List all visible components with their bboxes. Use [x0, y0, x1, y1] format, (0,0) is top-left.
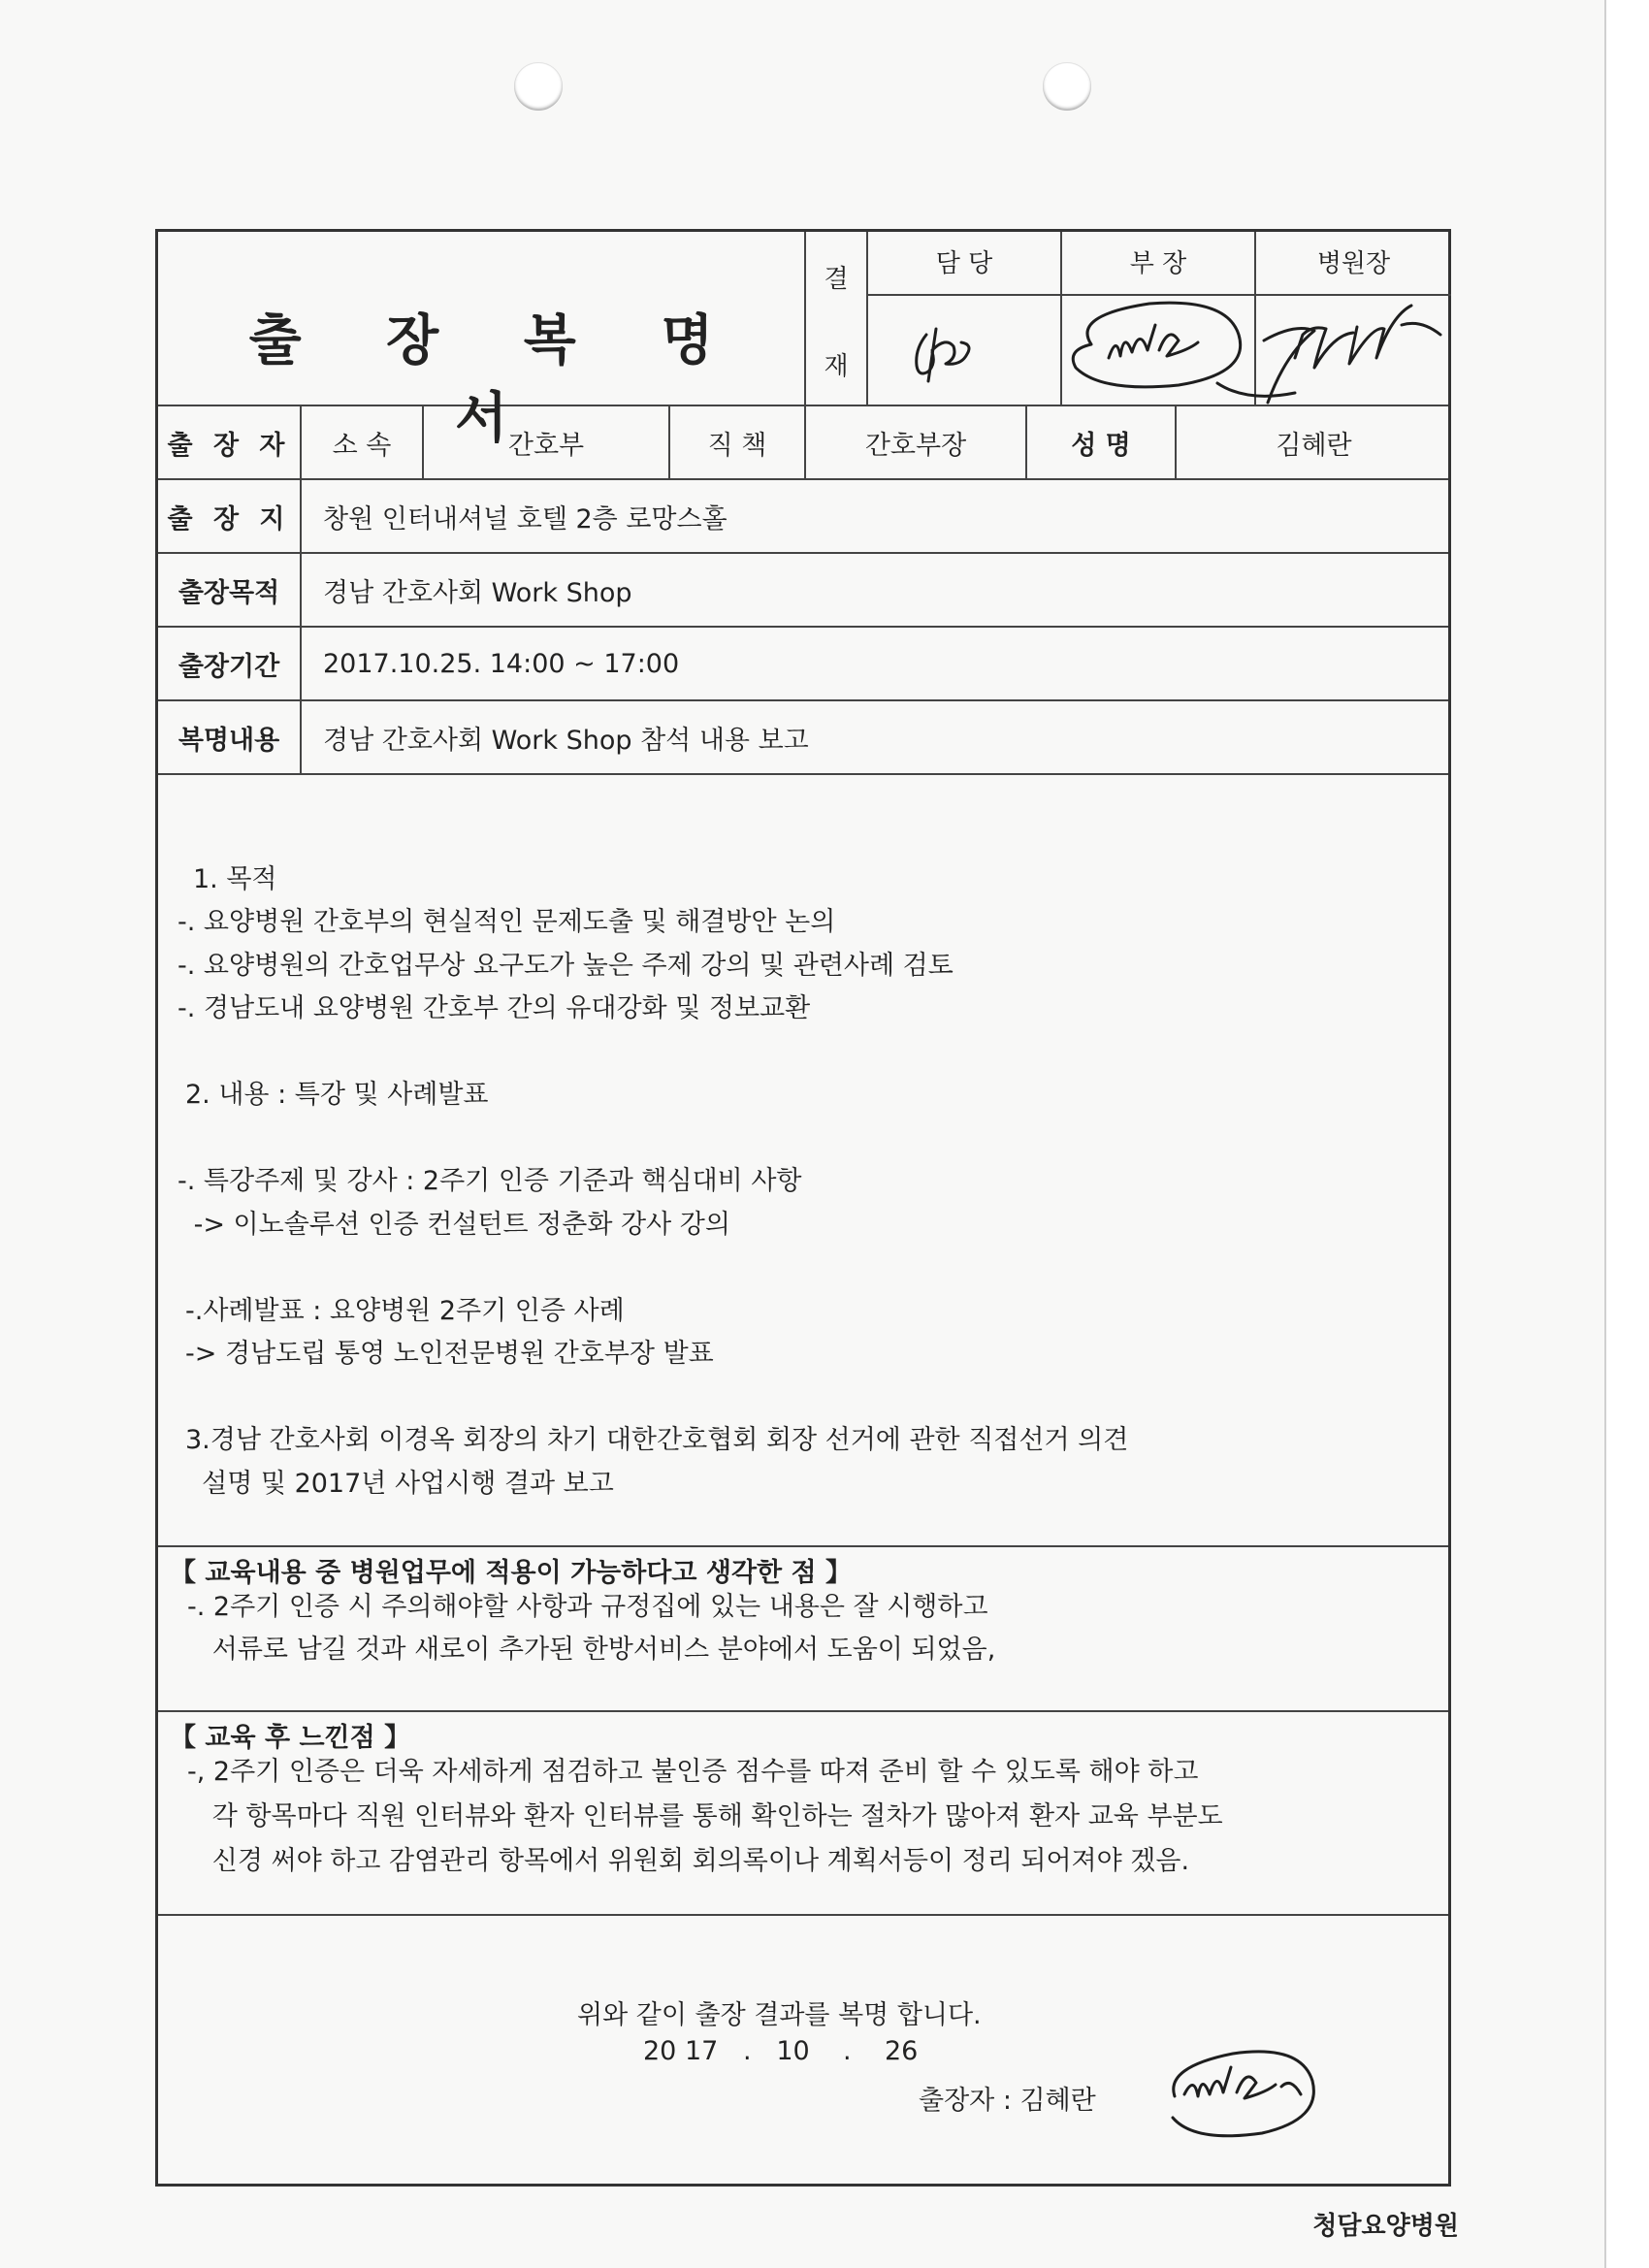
- approval-column-staff: [868, 232, 1062, 406]
- report-row: [158, 701, 1448, 775]
- approval-sign-manager: [1062, 296, 1254, 406]
- body-line: 3.경남 간호사회 이경옥 회장의 차기 대한간호협회 회장 선거에 관한 직접선거 의견: [185, 1425, 1129, 1455]
- position-value: 간호부장: [806, 406, 1027, 478]
- impressions-line: 각 항목마다 직원 인터뷰와 환자 인터뷰를 통해 확인하는 절차가 많아져 환자 교육 부분도: [187, 1801, 1223, 1831]
- approval-column-manager: [1062, 232, 1256, 406]
- impressions-heading: 【 교육 후 느낀점 】: [170, 1723, 411, 1753]
- body-section: [158, 775, 1448, 1547]
- signature-traveler-image: [1155, 2038, 1349, 2155]
- signature-manager-image: [1062, 296, 1276, 412]
- signature-staff-image: [868, 296, 1062, 403]
- traveler-row: [158, 406, 1448, 480]
- position-label: 직 책: [670, 406, 806, 478]
- approval-sign-director: [1256, 296, 1451, 406]
- period-value: 2017.10.25. 14:00 ~ 17:00: [323, 648, 680, 679]
- footer-section: [158, 1916, 1448, 2187]
- impressions-section: [158, 1712, 1448, 1916]
- body-line: -. 경남도내 요양병원 간호부 간의 유대강화 및 정보교환: [178, 993, 811, 1023]
- body-line: -> 경남도립 통영 노인전문병원 간호부장 발표: [185, 1339, 714, 1369]
- purpose-row: [158, 554, 1448, 628]
- body-line: 설명 및 2017년 사업시행 결과 보고: [185, 1469, 614, 1499]
- body-line: -. 요양병원의 간호업무상 요구도가 높은 주제 강의 및 관련사례 검토: [178, 951, 954, 981]
- applicable-line: -. 2주기 인증 시 주의해야할 사항과 규정집에 있는 내용은 잘 시행하고: [187, 1592, 988, 1622]
- punch-hole-right: [1043, 62, 1091, 111]
- destination-value: 창원 인터내셔널 호텔 2층 로망스홀: [323, 503, 728, 535]
- body-line: -> 이노솔루션 인증 컨설턴트 정춘화 강사 강의: [185, 1210, 730, 1240]
- affiliation-label: 소 속: [302, 406, 424, 478]
- affiliation-value: 간호부: [424, 406, 670, 478]
- approval-label-bottom: 재: [824, 352, 849, 381]
- impressions-line: -, 2주기 인증은 더욱 자세하게 점검하고 불인증 점수를 따져 준비 할 수 있도록 해야 하고: [187, 1757, 1199, 1787]
- hospital-name: 청담요양병원: [1312, 2212, 1459, 2241]
- approval-head-staff: 담 당: [868, 232, 1060, 296]
- footer-statement: 위와 같이 출장 결과를 복명 합니다.: [577, 2000, 982, 2030]
- document-title: 출 장 복 명 서: [248, 309, 747, 450]
- period-row: [158, 628, 1448, 701]
- approval-label-top: 결: [824, 265, 849, 294]
- approval-label: [806, 232, 868, 406]
- footer-date: 20 17 . 10 . 26: [643, 2036, 919, 2066]
- approval-head-manager: 부 장: [1062, 232, 1254, 296]
- approval-head-director: 병원장: [1256, 232, 1451, 296]
- approval-column-director: [1256, 232, 1451, 406]
- page-edge: [1604, 0, 1649, 2268]
- destination-row: [158, 480, 1448, 554]
- traveler-label: 출 장 자: [158, 406, 302, 478]
- destination-label: 출 장 지: [158, 480, 302, 552]
- body-line: -. 요양병원 간호부의 현실적인 문제도출 및 해결방안 논의: [178, 907, 836, 937]
- applicable-heading: 【 교육내용 중 병원업무에 적용이 가능하다고 생각한 점 】: [170, 1558, 853, 1588]
- purpose-value: 경남 간호사회 Work Shop: [323, 577, 632, 608]
- impressions-line: 신경 써야 하고 감염관리 항목에서 위원회 회의록이나 계획서등이 정리 되어져야 겠음.: [187, 1846, 1190, 1876]
- purpose-label: 출장목적: [158, 554, 302, 626]
- period-label: 출장기간: [158, 628, 302, 699]
- signature-director-image: [1256, 296, 1450, 412]
- body-line: -.사례발표 : 요양병원 2주기 인증 사례: [185, 1296, 625, 1326]
- name-label: 성 명: [1027, 406, 1177, 478]
- report-value: 경남 간호사회 Work Shop 참석 내용 보고: [323, 725, 809, 756]
- footer-signer: 출장자 : 김혜란: [919, 2086, 1096, 2116]
- punch-hole-left: [514, 62, 563, 111]
- body-line: 2. 내용 : 특강 및 사례발표: [185, 1080, 489, 1110]
- body-line: 1. 목적: [193, 864, 277, 894]
- applicable-section: [158, 1547, 1448, 1712]
- body-line: -. 특강주제 및 강사 : 2주기 인증 기준과 핵심대비 사항: [178, 1166, 802, 1196]
- approval-sign-staff: [868, 296, 1060, 406]
- name-value: 김혜란: [1276, 430, 1352, 461]
- applicable-line: 서류로 남길 것과 새로이 추가된 한방서비스 분야에서 도움이 되었음,: [187, 1635, 996, 1665]
- report-label: 복명내용: [158, 701, 302, 773]
- report-form: [155, 229, 1451, 2187]
